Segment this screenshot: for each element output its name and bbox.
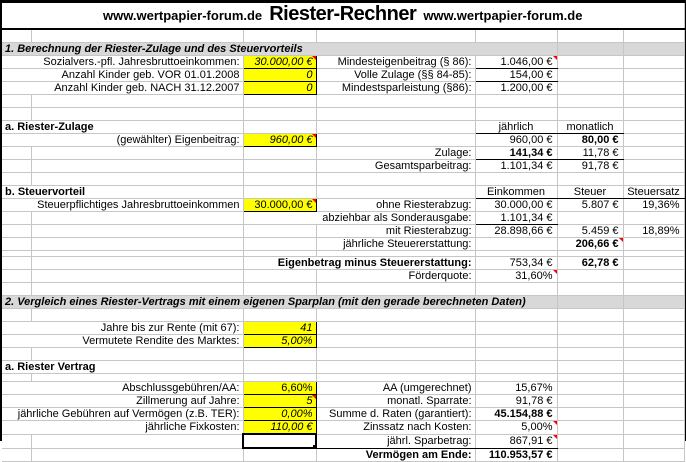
comment-marker-icon xyxy=(312,199,316,203)
cell[interactable] xyxy=(316,29,475,43)
cell[interactable] xyxy=(557,43,623,56)
gesamtsparbeitrag-label[interactable]: Gesamtsparbeitrag: xyxy=(316,160,475,173)
cell[interactable] xyxy=(2,173,31,186)
rendite-label[interactable]: Vermutete Rendite des Marktes: xyxy=(2,335,243,348)
cell[interactable] xyxy=(2,309,31,322)
kinder-vor-label[interactable]: Anzahl Kinder geb. VOR 01.01.2008 xyxy=(2,69,243,82)
cell[interactable] xyxy=(316,348,475,361)
cell[interactable] xyxy=(557,69,623,82)
cell[interactable] xyxy=(31,448,243,462)
steuererstattung-label[interactable]: jährliche Steuererstattung: xyxy=(316,238,475,251)
cell[interactable] xyxy=(623,43,684,56)
section2-header-row xyxy=(2,296,684,309)
cell[interactable] xyxy=(31,29,243,43)
summe-raten-label[interactable]: Summe d. Raten (garantiert): xyxy=(316,408,475,421)
cell[interactable] xyxy=(623,448,684,462)
cell[interactable] xyxy=(557,173,623,186)
cell[interactable] xyxy=(243,108,316,121)
cell[interactable] xyxy=(623,434,684,448)
gesamtsparbeitrag-jaehrlich[interactable]: 1.101,34 € xyxy=(475,160,557,173)
col-header-einkommen[interactable]: Einkommen xyxy=(475,186,557,199)
cell[interactable] xyxy=(557,408,623,421)
comment-marker-icon xyxy=(553,421,557,425)
cell[interactable] xyxy=(623,382,684,395)
comment-marker-icon xyxy=(619,238,623,242)
zulage-jaehrlich[interactable]: 141,34 € xyxy=(475,147,557,160)
cell[interactable] xyxy=(243,95,316,108)
riester-rechner-grid xyxy=(2,3,685,462)
cell[interactable] xyxy=(623,395,684,408)
cell[interactable] xyxy=(557,322,623,335)
cell[interactable] xyxy=(557,56,623,69)
cell[interactable] xyxy=(31,238,243,251)
cell[interactable] xyxy=(475,108,557,121)
zulage-monatlich[interactable]: 11,78 € xyxy=(557,147,623,160)
zinssatz-label[interactable]: Zinssatz nach Kosten: xyxy=(316,421,475,435)
cell[interactable] xyxy=(475,348,557,361)
sparrate-label[interactable]: monatl. Sparrate: xyxy=(316,395,475,408)
cell[interactable] xyxy=(623,348,684,361)
sparrate-value[interactable]: 91,78 € xyxy=(475,395,557,408)
cell[interactable] xyxy=(475,283,557,296)
cell[interactable] xyxy=(316,361,475,374)
cell[interactable] xyxy=(623,421,684,435)
cell[interactable] xyxy=(243,374,316,382)
cell[interactable] xyxy=(623,322,684,335)
cell[interactable] xyxy=(557,395,623,408)
col-header-steuersatz[interactable]: Steuersatz xyxy=(623,186,684,199)
cell[interactable] xyxy=(243,121,316,134)
cell[interactable] xyxy=(243,160,316,173)
cell[interactable] xyxy=(316,95,475,108)
cell[interactable] xyxy=(2,160,31,173)
cell[interactable] xyxy=(243,283,316,296)
cell[interactable] xyxy=(2,108,31,121)
kinder-nach-input[interactable]: 0 xyxy=(243,82,316,95)
abschluss-input[interactable]: 6,60% xyxy=(243,382,316,395)
steuer-section-heading[interactable]: b. Steuervorteil xyxy=(2,186,243,199)
cell[interactable] xyxy=(2,29,31,43)
eigenbeitrag-label[interactable]: (gewählter) Eigenbeitrag: xyxy=(2,134,243,147)
cell[interactable] xyxy=(2,348,31,361)
vertrag-section-heading[interactable]: a. Riester Vertrag xyxy=(2,361,243,374)
title-main: Riester-Rechner xyxy=(269,3,417,25)
cell[interactable] xyxy=(623,296,684,309)
selected-cell[interactable] xyxy=(243,434,316,448)
cell[interactable] xyxy=(2,270,31,283)
cell[interactable] xyxy=(2,434,31,448)
mindestsparleistung-label[interactable]: Mindestsparleistung (§86): xyxy=(316,82,475,95)
steuerpfl-label[interactable]: Steuerpflichtiges Jahresbruttoeinkommen xyxy=(2,199,243,212)
cell[interactable] xyxy=(243,29,316,43)
kinder-vor-input[interactable]: 0 xyxy=(243,69,316,82)
aa-umgerechnet-label[interactable]: AA (umgerechnet) xyxy=(316,382,475,395)
cell[interactable] xyxy=(243,270,316,283)
cell[interactable] xyxy=(623,147,684,160)
mindesteigenbeitrag-label[interactable]: Mindesteigenbeitrag (§ 86): xyxy=(316,56,475,69)
cell[interactable] xyxy=(31,348,243,361)
cell[interactable] xyxy=(623,108,684,121)
kinder-nach-label[interactable]: Anzahl Kinder geb. NACH 31.12.2007 xyxy=(2,82,243,95)
cell[interactable] xyxy=(557,374,623,382)
cell[interactable] xyxy=(316,309,475,322)
cell[interactable] xyxy=(623,160,684,173)
mindesteigenbeitrag-value[interactable]: 1.046,00 € xyxy=(475,56,557,69)
cell[interactable] xyxy=(316,283,475,296)
cell[interactable] xyxy=(557,421,623,435)
cell[interactable] xyxy=(623,212,684,225)
cell[interactable] xyxy=(475,238,557,251)
brutto-label[interactable]: Sozialvers.-pfl. Jahresbruttoeinkommen: xyxy=(2,56,243,69)
cell[interactable] xyxy=(623,374,684,382)
cell[interactable] xyxy=(623,95,684,108)
cell[interactable] xyxy=(475,335,557,348)
cell[interactable] xyxy=(31,257,243,270)
mit-steuersatz[interactable]: 18,89% xyxy=(623,225,684,238)
comment-marker-icon xyxy=(553,56,557,60)
cell[interactable] xyxy=(557,82,623,95)
brutto-input[interactable]: 30.000,00 € xyxy=(243,56,316,69)
cell[interactable] xyxy=(623,361,684,374)
cell[interactable] xyxy=(623,408,684,421)
cell[interactable] xyxy=(557,283,623,296)
section1-heading[interactable]: 1. Berechnung der Riester-Zulage und des Steuervorteils xyxy=(2,43,557,56)
cell[interactable] xyxy=(475,173,557,186)
abziehbar-einkommen[interactable]: 1.101,34 € xyxy=(475,212,557,225)
cell[interactable] xyxy=(557,382,623,395)
section2-heading[interactable]: 2. Vergleich eines Riester-Vertrags mit einem eigenen Sparplan (mit den gerade berechneten Daten) xyxy=(2,296,557,309)
zillmerung-input[interactable]: 5 xyxy=(243,395,316,408)
cell[interactable] xyxy=(475,95,557,108)
cell[interactable] xyxy=(475,322,557,335)
rendite-input[interactable]: 5,00% xyxy=(243,335,316,348)
foerderquote-value[interactable]: 31,60% xyxy=(475,270,557,283)
zulage-label[interactable]: Zulage: xyxy=(316,147,475,160)
cell[interactable] xyxy=(557,448,623,462)
cell[interactable] xyxy=(316,134,475,147)
cell[interactable] xyxy=(623,173,684,186)
cell[interactable] xyxy=(2,257,31,270)
col-header-jaehrlich[interactable]: jährlich xyxy=(475,121,557,134)
cell[interactable] xyxy=(243,147,316,160)
cell[interactable] xyxy=(623,56,684,69)
cell[interactable] xyxy=(31,212,243,225)
cell[interactable] xyxy=(557,309,623,322)
cell[interactable] xyxy=(557,270,623,283)
cell[interactable] xyxy=(243,186,316,199)
comment-marker-icon xyxy=(312,134,316,138)
col-header-monatlich[interactable]: monatlich xyxy=(557,121,623,134)
cell[interactable] xyxy=(557,212,623,225)
cell[interactable] xyxy=(475,361,557,374)
cell[interactable] xyxy=(243,448,316,462)
cell[interactable] xyxy=(557,296,623,309)
vermoegen-value[interactable]: 110.953,57 € xyxy=(475,448,557,462)
cell[interactable] xyxy=(475,309,557,322)
cell[interactable] xyxy=(623,309,684,322)
ohne-steuer[interactable]: 5.807 € xyxy=(557,199,623,212)
cell[interactable] xyxy=(2,238,31,251)
cell[interactable] xyxy=(2,95,31,108)
mit-riesterabzug-label[interactable]: mit Riesterabzug: xyxy=(316,225,475,238)
mit-einkommen[interactable]: 28.898,66 € xyxy=(475,225,557,238)
section1-header-row xyxy=(2,43,684,56)
cell[interactable] xyxy=(2,283,31,296)
cell[interactable] xyxy=(243,361,316,374)
cell[interactable] xyxy=(2,147,31,160)
cell[interactable] xyxy=(31,374,243,382)
cell[interactable] xyxy=(31,225,243,238)
cell[interactable] xyxy=(243,348,316,361)
steuererstattung-value[interactable]: 206,66 € xyxy=(557,238,623,251)
cell[interactable] xyxy=(623,283,684,296)
steuerpfl-input[interactable]: 30.000,00 € xyxy=(243,199,316,212)
sparbetrag-label[interactable]: jährl. Sparbetrag: xyxy=(316,434,475,448)
cell[interactable] xyxy=(623,69,684,82)
cell[interactable] xyxy=(243,238,316,251)
ohne-steuersatz[interactable]: 19,36% xyxy=(623,199,684,212)
cell[interactable] xyxy=(31,434,243,448)
gesamtsparbeitrag-monatlich[interactable]: 91,78 € xyxy=(557,160,623,173)
cell[interactable] xyxy=(623,270,684,283)
cell[interactable] xyxy=(623,82,684,95)
cell[interactable] xyxy=(316,121,475,134)
zinssatz-value[interactable]: 5,00% xyxy=(475,421,557,435)
cell[interactable] xyxy=(623,335,684,348)
eigenbeitrag-input[interactable]: 960,00 € xyxy=(243,134,316,147)
jahre-label[interactable]: Jahre bis zur Rente (mit 67): xyxy=(2,322,243,335)
cell[interactable] xyxy=(31,95,243,108)
cell[interactable] xyxy=(31,173,243,186)
title-row xyxy=(2,3,684,29)
comment-marker-icon xyxy=(312,56,316,60)
comment-marker-icon xyxy=(312,395,316,399)
mindestsparleistung-value[interactable]: 1.200,00 € xyxy=(475,82,557,95)
eigenbeitrag-jaehrlich[interactable]: 960,00 € xyxy=(475,134,557,147)
cell[interactable] xyxy=(623,238,684,251)
cell[interactable] xyxy=(31,309,243,322)
fixkosten-input[interactable]: 110,00 € xyxy=(243,421,316,435)
cell[interactable] xyxy=(2,225,31,238)
cell[interactable] xyxy=(31,147,243,160)
fixkosten-label[interactable]: jährliche Fixkosten: xyxy=(2,421,243,435)
col-header-steuer[interactable]: Steuer xyxy=(557,186,623,199)
cell[interactable] xyxy=(2,212,31,225)
fill-handle[interactable] xyxy=(313,445,317,449)
cell[interactable] xyxy=(623,29,684,43)
cell[interactable] xyxy=(316,322,475,335)
cell[interactable] xyxy=(316,186,475,199)
cell[interactable] xyxy=(557,335,623,348)
ohne-einkommen[interactable]: 30.000,00 € xyxy=(475,199,557,212)
cell[interactable] xyxy=(557,108,623,121)
cell[interactable] xyxy=(243,225,316,238)
zulage-section-heading[interactable]: a. Riester-Zulage xyxy=(2,121,243,134)
cell[interactable] xyxy=(316,173,475,186)
cell[interactable] xyxy=(623,257,684,270)
eigenbeitrag-monatlich[interactable]: 80,00 € xyxy=(557,134,623,147)
foerderquote-label[interactable]: Förderquote: xyxy=(316,270,475,283)
cell[interactable] xyxy=(316,335,475,348)
cell[interactable] xyxy=(316,374,475,382)
cell[interactable] xyxy=(623,134,684,147)
title-suffix: www.wertpapier-forum.de xyxy=(423,8,583,23)
jahre-input[interactable]: 41 xyxy=(243,322,316,335)
aa-umgerechnet-value[interactable]: 15,67% xyxy=(475,382,557,395)
cell[interactable] xyxy=(243,173,316,186)
cell[interactable] xyxy=(31,108,243,121)
cell[interactable] xyxy=(31,160,243,173)
cell[interactable] xyxy=(243,309,316,322)
eigenbetrag-minus-jaehrlich[interactable]: 753,34 € xyxy=(475,257,557,270)
ter-label[interactable]: jährliche Gebühren auf Vermögen (z.B. TER): xyxy=(2,408,243,421)
cell[interactable] xyxy=(557,348,623,361)
cell[interactable] xyxy=(557,361,623,374)
cell[interactable] xyxy=(557,29,623,43)
volle-zulage-value[interactable]: 154,00 € xyxy=(475,69,557,82)
ter-input[interactable]: 0,00% xyxy=(243,408,316,421)
eigenbetrag-minus-label[interactable]: Eigenbetrag minus Steuererstattung: xyxy=(243,257,475,270)
cell[interactable] xyxy=(31,283,243,296)
volle-zulage-label[interactable]: Volle Zulage (§§ 84-85): xyxy=(316,69,475,82)
page-title xyxy=(2,3,684,29)
cell[interactable] xyxy=(2,374,31,382)
abschluss-label[interactable]: Abschlussgebühren/AA: xyxy=(2,382,243,395)
vermoegen-label[interactable]: Vermögen am Ende: xyxy=(316,448,475,462)
summe-raten-value[interactable]: 45.154,88 € xyxy=(475,408,557,421)
mit-steuer[interactable]: 5.459 € xyxy=(557,225,623,238)
title-prefix: www.wertpapier-forum.de xyxy=(103,8,263,23)
cell[interactable] xyxy=(557,95,623,108)
cell[interactable] xyxy=(623,121,684,134)
abziehbar-label[interactable]: abziehbar als Sonderausgabe: xyxy=(243,212,475,225)
cell[interactable] xyxy=(31,270,243,283)
sparbetrag-value[interactable]: 867,91 € xyxy=(475,434,557,448)
cell[interactable] xyxy=(316,108,475,121)
eigenbetrag-minus-monatlich[interactable]: 62,78 € xyxy=(557,257,623,270)
cell[interactable] xyxy=(2,448,31,462)
ohne-riesterabzug-label[interactable]: ohne Riesterabzug: xyxy=(316,199,475,212)
cell[interactable] xyxy=(475,374,557,382)
comment-marker-icon xyxy=(553,435,557,439)
cell[interactable] xyxy=(557,434,623,448)
comment-marker-icon xyxy=(553,270,557,274)
zillmerung-label[interactable]: Zillmerung auf Jahre: xyxy=(2,395,243,408)
cell[interactable] xyxy=(475,29,557,43)
